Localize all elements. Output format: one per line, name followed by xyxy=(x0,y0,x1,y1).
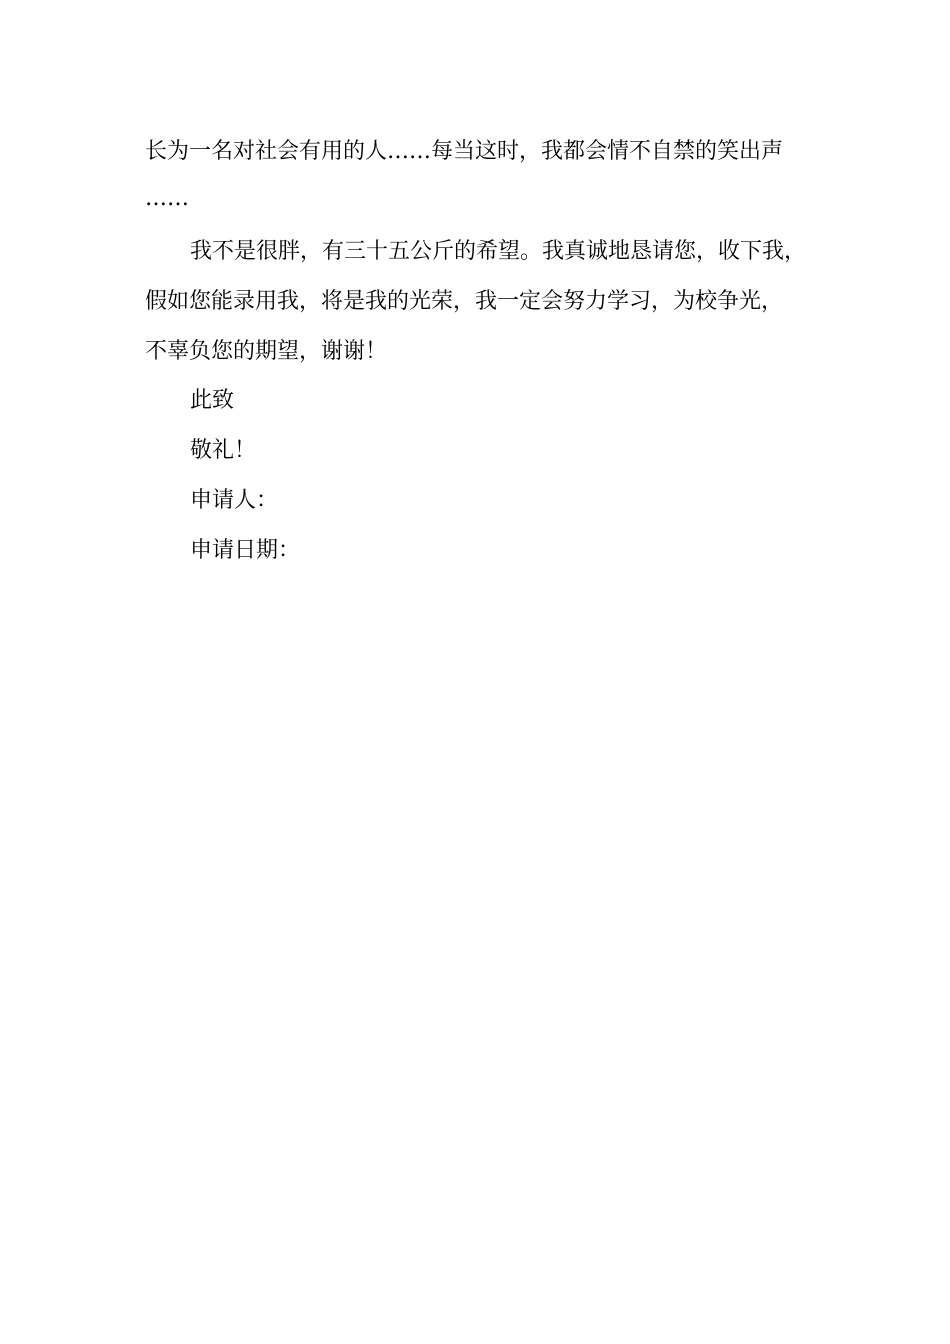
paragraph-2-line-1: 我不是很胖，有三十五公斤的希望。我真诚地恳请您，收下我， xyxy=(190,239,807,264)
paragraph-2-line-2: 假如您能录用我，将是我的光荣，我一定会努力学习，为校争光， xyxy=(145,289,784,314)
applicant-label: 申请人： xyxy=(190,488,279,513)
paragraph-2-line-3: 不辜负您的期望，谢谢！ xyxy=(145,339,388,364)
closing-salutation: 此致 xyxy=(190,388,235,413)
date-label: 申请日期： xyxy=(190,538,301,563)
paragraph-1-line-1: 长为一名对社会有用的人……每当这时，我都会情不自禁的笑出声 xyxy=(145,139,784,164)
paragraph-1-line-2: …… xyxy=(145,186,189,211)
closing-regards: 敬礼！ xyxy=(190,438,257,463)
